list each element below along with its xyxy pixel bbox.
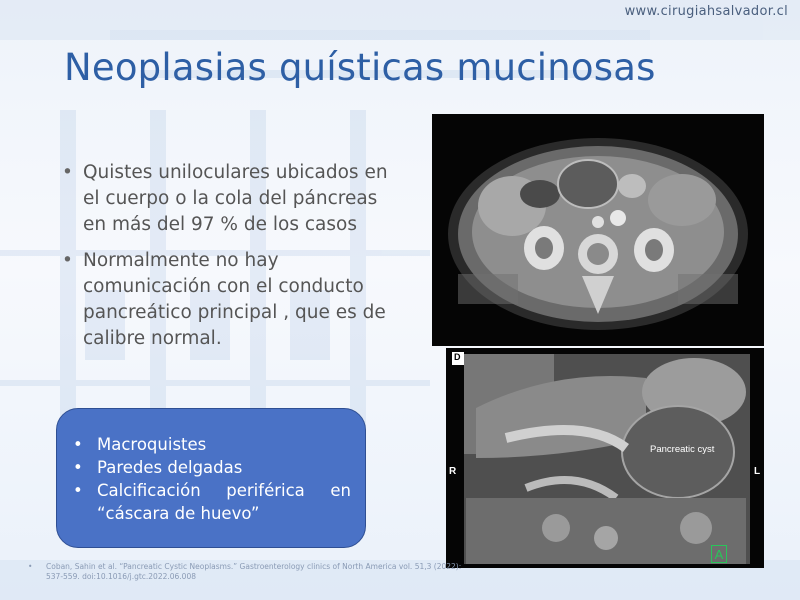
bullet-text: Normalmente no hay comunicación con el conducto pancreático principal , que es de calibre normal. <box>83 250 386 349</box>
word: en <box>330 481 351 500</box>
site-url: www.cirugiahsalvador.cl <box>624 4 788 19</box>
bullet-dot: • <box>73 435 83 454</box>
citation-bullet: • <box>28 562 33 571</box>
bullet-dot: • <box>62 250 73 271</box>
feature-text: Paredes delgadas <box>97 458 243 477</box>
citation <box>28 562 468 582</box>
coronal-ct-image <box>446 348 764 568</box>
bullet-list <box>60 160 390 362</box>
bullet-dot: • <box>62 162 73 183</box>
features-box <box>56 408 366 548</box>
bullet-dot: • <box>73 481 83 500</box>
word: periférica <box>226 481 305 500</box>
slide-title: Neoplasias quísticas mucinosas <box>64 46 656 89</box>
word: Calcificación <box>97 481 201 500</box>
features-list <box>57 409 365 525</box>
bullet-dot: • <box>73 458 83 477</box>
feature-item <box>71 433 351 456</box>
feature-text-line1 <box>97 479 351 502</box>
ct-label-d: D <box>454 352 461 362</box>
bullet-item <box>60 160 390 238</box>
bullet-item <box>60 248 390 352</box>
feature-item <box>71 479 351 525</box>
feature-text: Macroquistes <box>97 435 207 454</box>
ct-label-l: L <box>754 466 761 477</box>
ct-cyst-label: Pancreatic cyst <box>650 444 715 455</box>
bullet-text: Quistes uniloculares ubicados en el cuerpo o la cola del páncreas en más del 97 % de los casos <box>83 162 388 235</box>
axial-ct-image <box>432 114 764 346</box>
ct-corner-label: A <box>711 545 727 563</box>
citation-text: Coban, Sahin et al. “Pancreatic Cystic Neoplasms.” Gastroenterology clinics of North America vol. 51,3 (2022): 537-559. doi:10.1016/j.gtc.2022.06.008 <box>46 562 462 581</box>
ct-label-r: R <box>449 466 457 477</box>
feature-item <box>71 456 351 479</box>
feature-text-line2: “cáscara de huevo” <box>97 504 260 523</box>
